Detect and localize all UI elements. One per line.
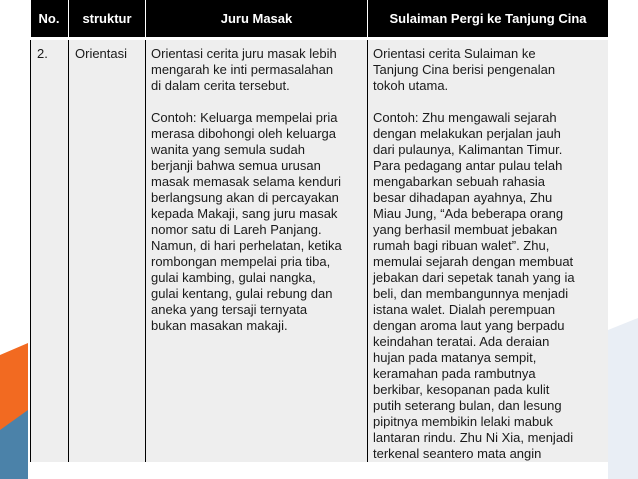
right-edge-shape: [608, 318, 638, 479]
juru-masak-summary: Orientasi cerita juru masak lebih mengarah ke inti permasalahan di dalam cerita tersebut.: [151, 46, 337, 93]
comparison-table-container: [30, 0, 608, 479]
header-struktur: struktur: [69, 0, 146, 37]
cell-juru-masak: [146, 40, 368, 462]
header-juru-masak: Juru Masak: [146, 0, 368, 37]
table-header-row: [31, 0, 609, 37]
comparison-table: [30, 0, 608, 462]
header-no: No.: [31, 0, 69, 37]
juru-masak-example: Contoh: Keluarga mempelai pria merasa dibohongi oleh keluarga wanita yang semula sudah berjanji bahwa semua urusan masak memasak selama kenduri berlangsung akan di percayakan kepada Makaji, sang juru masak nomor satu di Lareh Panjang. Namun, di hari perhelatan, ketika rombongan mempelai pria tiba, gulai kambing, gulai nangka, gulai kentang, gulai rebung dan aneka yang tersaji ternyata bukan masakan makaji.: [151, 110, 342, 333]
cell-no: 2.: [31, 40, 69, 462]
sulaiman-example: Contoh: Zhu mengawali sejarah dengan melakukan perjalan jauh dari pulaunya, Kalimantan Timur. Para pedagang antar pulau telah mengabarkan sebuah rahasia besar dihadapan ayahnya, Zhu Miau Jung, “Ada beberapa orang yang berhasil membuat jebakan rumah bagi ribuan walet”. Zhu, memulai sejarah dengan membuat jebakan dari sepetak tanah yang ia beli, dan membangunnya menjadi istana walet. Dialah perempuan dengan aroma laut yang berpadu keindahan teratai. Ada deraian hujan pada matanya sempit, keramahan pada rambutnya berkibar, kesopanan pada kulit putih seterang bulan, dan lesung pipitnya membikin lelaki mabuk lantaran rindu. Zhu Ni Xia, menjadi terkenal seantero mata angin: [373, 110, 575, 461]
header-sulaiman: Sulaiman Pergi ke Tanjung Cina: [368, 0, 609, 37]
cell-sulaiman: [368, 40, 609, 462]
sulaiman-summary: Orientasi cerita Sulaiman ke Tanjung Cina berisi pengenalan tokoh utama.: [373, 46, 556, 93]
cell-struktur: Orientasi: [69, 40, 146, 462]
table-row: [31, 40, 609, 462]
